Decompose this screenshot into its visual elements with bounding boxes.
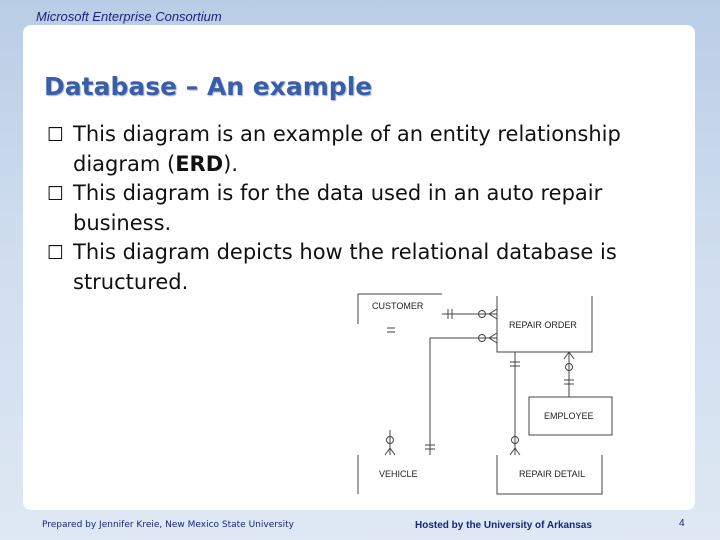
erd-svg <box>352 290 622 495</box>
checkbox-bullet-icon: ☐ <box>47 183 65 205</box>
entity-vehicle-label: VEHICLE <box>379 469 418 479</box>
rel-customer-vehicle <box>425 333 497 455</box>
entity-repair-detail-label: REPAIR DETAIL <box>519 469 586 479</box>
entity-repair-order <box>497 296 592 352</box>
bullet-1-end: ). <box>223 152 239 176</box>
consortium-header: Microsoft Enterprise Consortium <box>36 9 222 24</box>
rel-repair-order-employee <box>564 352 574 397</box>
bullet-list <box>47 120 687 297</box>
checkbox-bullet-icon: ☐ <box>47 242 65 264</box>
bullet-2-text: This diagram is for the data used in an auto repair business. <box>73 181 603 235</box>
bullet-1-text: This diagram is an example of an entity relationship diagram ( <box>73 122 621 176</box>
bullet-3-text: This diagram depicts how the relational database is structured. <box>73 240 617 294</box>
entity-employee <box>529 397 612 435</box>
bullet-1-bold: ERD <box>175 152 224 176</box>
rel-repair-order-detail <box>510 352 520 455</box>
page-number: 4 <box>679 518 685 529</box>
bullet-item-1 <box>47 120 687 179</box>
entity-repair-detail <box>497 455 602 494</box>
erd-diagram <box>352 290 622 495</box>
footer-credit: Prepared by Jennifer Kreie, New Mexico State University <box>42 520 294 530</box>
checkbox-bullet-icon: ☐ <box>47 124 65 146</box>
rel-customer-repair-order <box>442 309 497 319</box>
bullet-item-3 <box>47 238 687 297</box>
entity-customer <box>358 294 442 332</box>
entity-employee-label: EMPLOYEE <box>544 411 594 421</box>
bullet-item-2 <box>47 179 687 238</box>
entity-vehicle <box>358 455 418 494</box>
slide-title: Database – An example <box>44 72 373 101</box>
rel-vehicle-marker <box>385 430 395 455</box>
entity-repair-order-label: REPAIR ORDER <box>509 320 577 330</box>
footer-hosted: Hosted by the University of Arkansas <box>415 520 592 531</box>
entity-customer-label: CUSTOMER <box>372 301 424 311</box>
